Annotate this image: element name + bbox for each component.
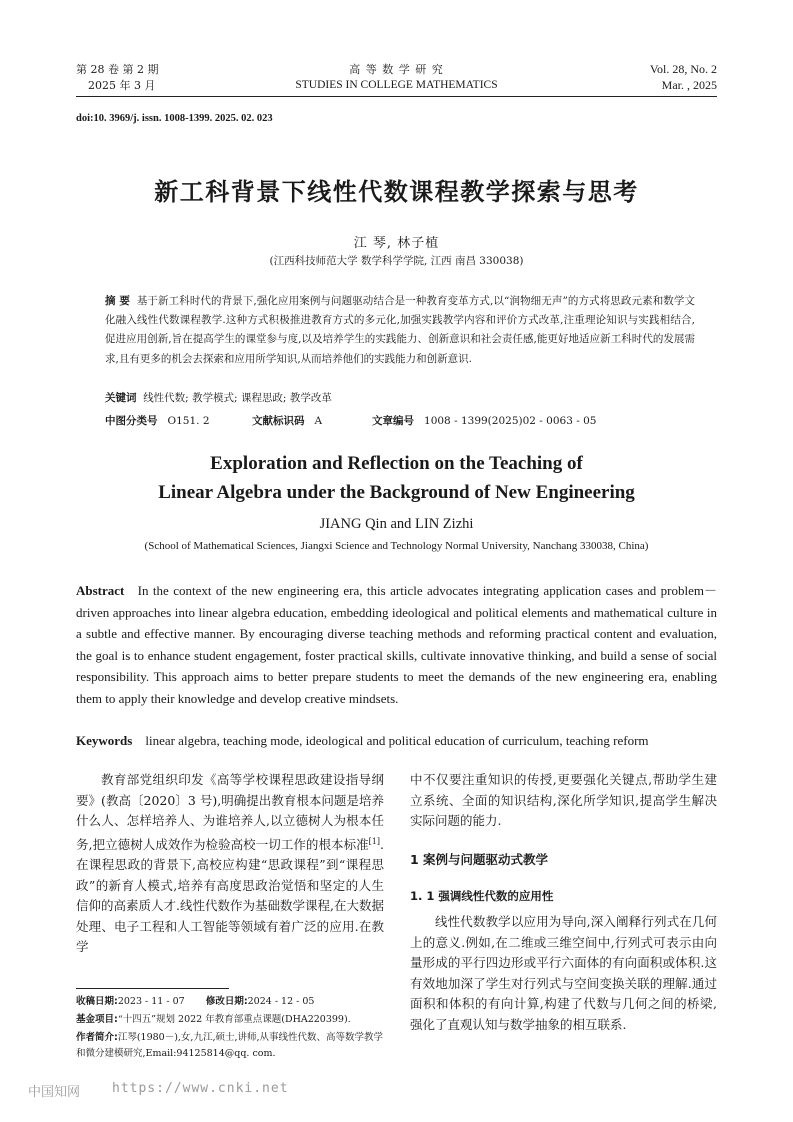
date-cn: 2025 年 3 月 [88, 79, 156, 92]
received-label: 收稿日期: [76, 996, 118, 1007]
keywords-en-label: Keywords [76, 733, 133, 748]
received-date: 2023 - 11 - 07 [117, 996, 185, 1007]
body-paragraph-1-cont: .在课程思政的背景下,高校应构建“思政课程”到“课程思政”的新育人模式,培养有高度思政治觉悟和坚定的人生信仰的高素质人才.线性代数作为基础数学课程,在大数据处理、电子工程和人工智能等领域有着广泛的应用.在教学 [76, 836, 384, 955]
footnote-author [76, 1030, 384, 1062]
abstract-en-label: Abstract [76, 583, 125, 598]
body-paragraph-1-text: 教育部党组织印发《高等学校课程思政建设指导纲要》(教高〔2020〕3 号),明确提出教育根本问题是培养什么人、怎样培养人、为谁培养人,以立德树人为根本任务,把立德树人成效作为检验高校一切工作的根本标准 [76, 772, 384, 852]
watermark-url: https://www.cnki.net [112, 1081, 289, 1096]
fund-text: “十四五”规划 2022 年教育部重点课题(DHA220399). [117, 1014, 351, 1025]
journal-name-en: STUDIES IN COLLEGE MATHEMATICS [295, 79, 498, 91]
abstract-cn-text: 基于新工科时代的背景下,强化应用案例与问题驱动结合是一种教育变革方式,以“润物细无声”的方式将思政元素和数学文化融入线性代数课程教学.这种方式积极推进教育方式的多元化,加强实践教学内容和评价方式改革,注重理论知识与实践相结合,促进应用创新,旨在提高学生的课堂参与度,以及培养学生的实践能力、创新意识和社会责任感,能更好地适应新工科时代的发展需求,且有更多的机会去探索和应用所学知识,从而培养他们的实践能力和创新意识. [105, 295, 695, 365]
title-cn: 新工科背景下线性代数课程教学探索与思考 [154, 178, 639, 206]
keywords-cn [105, 390, 695, 405]
citation-1: [1] [368, 836, 381, 846]
revised-label: 修改日期: [205, 996, 248, 1007]
abstract-cn-label: 摘 要 [105, 295, 130, 307]
article-label: 文章编号 [372, 415, 414, 427]
abstract-en-text: In the context of the new engineering era, this article advocates integrating application cases and problem－driven approaches into linear algebra education, embedding ideological and political elements and mathematical culture in a subtle and effective manner. By encouraging diverse teaching methods and reforming practical content and evaluation, the goal is to enhance student engagement, foster practical skills, cultivate innovative thinking, and build a sense of social responsibility. This approach aims to better prepare students to meet the demands of the new engineering era, enabling them to apply their knowledge and develop creative mindsets. [76, 583, 717, 706]
volume-issue-cn: 第 28 卷 第 2 期 [76, 63, 159, 76]
author-text: 江琴(1980－),女,九江,硕士,讲师,从事线性代数、高等数学教学和微分建模研究,Email:94125814@qq. com. [76, 1032, 384, 1059]
keywords-cn-label: 关键词 [105, 392, 137, 404]
title-en-line2: Linear Algebra under the Background of New Engineering [158, 482, 635, 503]
doc-label: 文献标识码 [252, 415, 305, 427]
clc-label: 中图分类号 [105, 415, 158, 427]
article-number [372, 413, 597, 428]
footnote-rule [76, 988, 229, 989]
fund-label: 基金项目: [76, 1014, 118, 1025]
footnote-dates [76, 994, 396, 1010]
body-paragraph-2: 线性代数教学以应用为导向,深入阐释行列式在几何上的意义.例如,在二维或三维空间中,行列式可表示由向量形成的平行四边形或平行六面体的有向面积或体积.这有效地加深了学生对行列式与空间变换关联的理解.通过面积和体积的有向计算,构建了代数与几何之间的桥梁,强化了直观认知与数学抽象的相互联系. [410, 914, 717, 1032]
clc-value: O151. 2 [167, 415, 210, 427]
doc-value: A [314, 415, 323, 427]
date-en: Mar. , 2025 [661, 78, 717, 92]
body-paragraph-continued: 中不仅要注重知识的传授,更要强化关键点,帮助学生建立系统、全面的知识结构,深化所学知识,提高学生解决实际问题的能力. [410, 772, 717, 828]
authors-en: JIANG Qin and LIN Zizhi [319, 516, 474, 532]
document-code [252, 413, 322, 428]
watermark-site-cn: 中国知网 [28, 1085, 81, 1100]
doi: doi:10. 3969/j. issn. 1008-1399. 2025. 02. 023 [76, 113, 273, 124]
journal-name-cn: 高 等 数 学 研 究 [349, 63, 444, 76]
header-rule [76, 96, 717, 97]
abstract-cn [105, 292, 695, 369]
section-heading-1: 1 案例与问题驱动式教学 [410, 852, 549, 867]
keywords-cn-text: 线性代数; 教学模式; 课程思政; 教学改革 [143, 392, 332, 404]
author-label: 作者简介: [76, 1032, 118, 1043]
revised-date: 2024 - 12 - 05 [247, 996, 315, 1007]
body-paragraph-1 [76, 770, 384, 958]
abstract-en [76, 580, 717, 710]
authors-cn: 江 琴, 林子植 [353, 236, 440, 251]
title-en-line1: Exploration and Reflection on the Teaching of [210, 453, 583, 474]
keywords-en [76, 730, 717, 752]
affiliation-en: (School of Mathematical Sciences, Jiangxi Science and Technology Normal University, Nanchang 330038, China) [144, 540, 649, 552]
affiliation-cn: (江西科技师范大学 数学科学学院, 江西 南昌 330038) [269, 255, 524, 267]
volume-issue-en: Vol. 28, No. 2 [649, 62, 717, 76]
footnote-fund [76, 1012, 396, 1028]
article-value: 1008 - 1399(2025)02 - 0063 - 05 [424, 415, 597, 427]
clc-number [105, 413, 210, 428]
section-heading-1-1: 1. 1 强调线性代数的应用性 [410, 889, 554, 903]
keywords-en-text: linear algebra, teaching mode, ideological and political education of curriculum, teaching reform [145, 733, 649, 748]
